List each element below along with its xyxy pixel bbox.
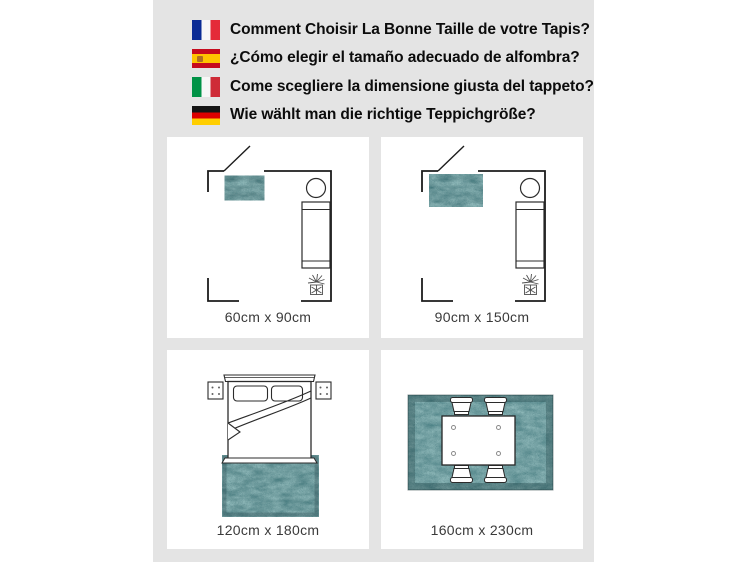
header-line-spanish (192, 49, 594, 69)
header-line-italian (192, 77, 594, 97)
plant-icon (308, 274, 325, 295)
rug-swatch-120x180 (222, 455, 319, 517)
germany-flag-icon (192, 106, 220, 126)
size-label-90x150: 90cm x 150cm (434, 309, 530, 325)
size-label-120x180: 120cm x 180cm (216, 522, 320, 538)
question-text-fr: Comment Choisir La Bonne Taille de votre Tapis? (230, 20, 590, 38)
question-text-es: ¿Cómo elegir el tamaño adecuado de alfombra? (230, 49, 580, 67)
panel-60x90 (167, 137, 369, 338)
open-door-icon (224, 146, 250, 171)
panel-120x180 (167, 350, 369, 549)
size-label-60x90: 60cm x 90cm (224, 309, 312, 325)
chair-icon (485, 398, 507, 415)
bed-icon (516, 202, 544, 268)
pillow-left (234, 386, 268, 401)
spain-flag-icon (192, 49, 220, 69)
chair-icon (451, 398, 473, 415)
panel-160x230 (381, 350, 583, 549)
header-line-german (192, 106, 594, 126)
question-text-it: Come scegliere la dimensione giusta del tappeto? (230, 77, 594, 95)
question-text-de: Wie wählt man die richtige Teppichgröße? (230, 106, 536, 124)
header-questions (192, 20, 594, 125)
rug-size-guide-infographic (153, 0, 594, 562)
bed-icon (302, 202, 330, 268)
open-door-icon (438, 146, 464, 171)
header-line-french (192, 20, 594, 40)
floor-plan-small-rug-diagram (167, 137, 369, 338)
headboard (224, 375, 315, 382)
panel-90x150 (381, 137, 583, 338)
size-label-160x230: 160cm x 230cm (430, 522, 534, 538)
bed-top-view-diagram (167, 350, 369, 549)
side-table-icon (521, 179, 540, 198)
chair-icon (485, 466, 507, 483)
rug-swatch-90x150 (429, 174, 483, 207)
plant-icon (522, 274, 539, 295)
footboard (222, 458, 317, 463)
dining-table-icon (442, 416, 515, 465)
chair-icon (451, 466, 473, 483)
france-flag-icon (192, 20, 220, 40)
pillow-right (272, 386, 303, 401)
side-table-icon (307, 179, 326, 198)
italy-flag-icon (192, 77, 220, 97)
floor-plan-medium-rug-diagram (381, 137, 583, 338)
rug-swatch-60x90 (225, 176, 265, 201)
dining-set-diagram (381, 350, 583, 549)
